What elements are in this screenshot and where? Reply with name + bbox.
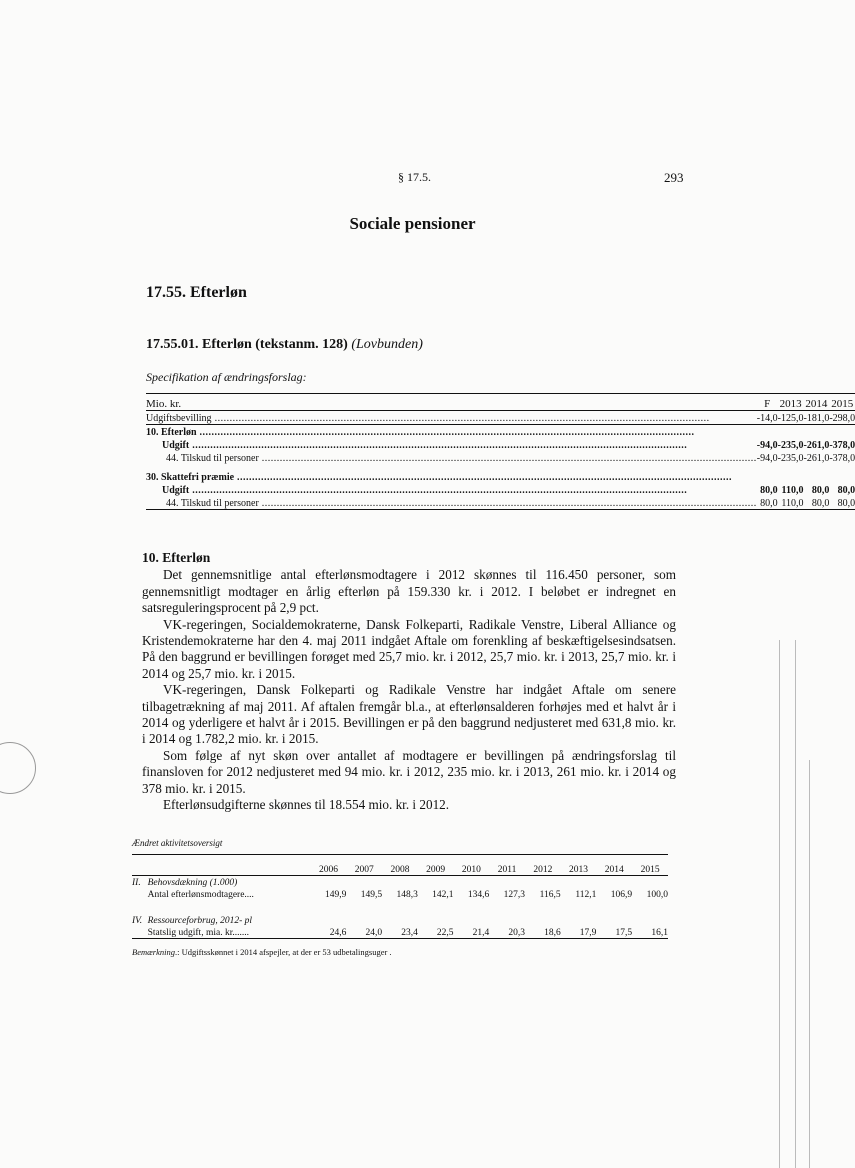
cell-value: 17,9 xyxy=(579,928,597,938)
unit-label: Mio. kr. xyxy=(146,394,757,411)
group-title-row xyxy=(132,914,668,926)
table-row xyxy=(132,888,668,900)
section-heading: 10. Efterløn xyxy=(142,550,211,565)
row-label: Antal efterlønsmodtagere.... xyxy=(147,890,254,900)
account-qualifier: (Lovbunden) xyxy=(351,337,423,352)
subsection-title: 17.55. Efterløn xyxy=(146,284,247,301)
column-header: 2014 xyxy=(803,394,829,411)
group-number: II. xyxy=(132,878,141,888)
table-row xyxy=(132,926,668,939)
cell-value: -235,0 xyxy=(777,453,804,464)
paragraph: Som følge af nyt skøn over antallet af modtagere er bevillingen på ændringsforslag til finansloven for 2012 nedjusteret med 94 mio. kr. i 2012, 235 mio. kr. i 2013, 261 mio. kr. i 2014 og 378 mio. kr. i 2015. xyxy=(142,747,676,796)
row-label: 44. Tilskud til personer xyxy=(166,498,259,509)
paragraph: VK-regeringen, Socialdemokraterne, Dansk Folkeparti, Radikale Venstre, Liberal Alliance og Kristendemokraterne har den 4. maj 2011 indgået Aftale om forenkling af beskæftigelsesindsatsen. På den baggrund er bevillingen forøget med 25,7 mio. kr. i 2012, 25,7 mio. kr. i 2013, 25,7 mio. kr. i 2014 og 25,7 mio. kr. i 2015. xyxy=(142,616,676,681)
scan-edge-line xyxy=(809,760,810,1168)
leader-dots xyxy=(197,427,695,438)
group-title-row xyxy=(132,876,668,889)
row-label: Udgiftsbevilling xyxy=(146,413,212,424)
note-label: Bemærkning xyxy=(132,947,175,957)
account-title xyxy=(146,337,423,353)
cell-value: 17,5 xyxy=(615,928,633,938)
cell-value: 24,6 xyxy=(329,928,347,938)
cell-value: 134,6 xyxy=(467,890,490,900)
cell-value: -125,0 xyxy=(778,411,804,425)
table-row xyxy=(146,470,855,483)
cell-value: 149,5 xyxy=(360,890,383,900)
year-header: 2014 xyxy=(596,855,632,876)
column-header: F xyxy=(757,394,778,411)
year-header: 2010 xyxy=(454,855,490,876)
row-label: Statslig udgift, mia. kr....... xyxy=(147,928,249,938)
cell-value: 22,5 xyxy=(436,928,454,938)
column-header: 2015 xyxy=(829,394,855,411)
cell-value: 127,3 xyxy=(503,890,525,900)
cell-value: 80,0 xyxy=(811,498,830,509)
year-header: 2015 xyxy=(632,855,668,876)
table-note xyxy=(132,947,392,957)
activity-header-row xyxy=(132,855,668,876)
group-title: Ressourceforbrug, 2012- pl xyxy=(147,916,253,926)
cell-value: -378,0 xyxy=(829,453,855,464)
cell-value: 112,1 xyxy=(575,890,597,900)
paragraph: Efterlønsudgifterne skønnes til 18.554 mio. kr. i 2012. xyxy=(163,797,450,813)
leader-dots xyxy=(212,413,710,424)
cell-value: -378,0 xyxy=(829,440,855,451)
row-label: Udgift xyxy=(162,440,190,451)
cell-value: 80,0 xyxy=(837,498,855,509)
cell-value: 20,3 xyxy=(508,928,525,938)
row-label: 30. Skattefri præmie xyxy=(146,472,235,483)
paragraph: Det gennemsnitlige antal efterlønsmodtagere i 2012 skønnes til 116.450 personer, som gennemsnitligt modtager en årlig efterløn på 159.330 kr. i 2012. I beløbet er indregnet en satsreguleringsprocent på 2,9 pct. xyxy=(142,567,676,616)
table-row xyxy=(146,496,855,510)
cell-value: 110,0 xyxy=(781,498,804,509)
punch-hole-mark xyxy=(0,742,36,794)
activity-caption: Ændret aktivitetsoversigt xyxy=(132,838,223,848)
scan-edge-line xyxy=(779,640,780,1168)
spec-table xyxy=(146,393,855,510)
activity-table xyxy=(132,854,668,939)
group-number: IV. xyxy=(132,916,143,926)
row-label: 44. Tilskud til personer xyxy=(166,453,259,464)
cell-value: -261,0 xyxy=(803,440,830,451)
note-text: .: Udgiftsskønnet i 2014 afspejler, at der er 53 udbetalingsuger . xyxy=(174,947,392,957)
spec-caption: Specifikation af ændringsforslag: xyxy=(146,370,307,384)
cell-value: 80,0 xyxy=(760,485,778,496)
section-10-text xyxy=(142,550,676,814)
table-row xyxy=(146,425,855,439)
leader-dots xyxy=(259,453,757,464)
page-number: 293 xyxy=(664,170,684,185)
cell-value: 80,0 xyxy=(837,485,855,496)
cell-value: 116,5 xyxy=(539,890,561,900)
spec-header-row xyxy=(146,394,855,411)
cell-value: 16,1 xyxy=(651,928,668,938)
cell-value: 149,9 xyxy=(325,890,347,900)
leader-dots xyxy=(189,485,687,496)
table-row xyxy=(146,438,855,451)
scan-edge-line xyxy=(795,640,796,1168)
year-header: 2011 xyxy=(489,855,525,876)
cell-value: 24,0 xyxy=(365,928,383,938)
year-header: 2009 xyxy=(418,855,454,876)
cell-value: -261,0 xyxy=(803,453,830,464)
year-header: 2012 xyxy=(525,855,561,876)
cell-value: 100,0 xyxy=(646,890,668,900)
cell-value: -181,0 xyxy=(803,411,829,425)
chapter-title: Sociale pensioner xyxy=(349,214,476,233)
group-title: Behovsdækning (1.000) xyxy=(147,878,238,888)
leader-dots xyxy=(189,440,687,451)
row-label: Udgift xyxy=(162,485,190,496)
cell-value: -235,0 xyxy=(777,440,804,451)
cell-value: 106,9 xyxy=(610,890,633,900)
leader-dots xyxy=(234,472,732,483)
cell-value: -94,0 xyxy=(756,453,778,464)
cell-value: 21,4 xyxy=(472,928,490,938)
cell-value: 18,6 xyxy=(544,928,561,938)
cell-value: 110,0 xyxy=(781,485,804,496)
cell-value: 80,0 xyxy=(811,485,830,496)
paragraph: VK-regeringen, Dansk Folkeparti og Radikale Venstre har indgået Aftale om senere tilbagetrækning af maj 2011. Af aftalen fremgår bl.a., at efterlønsalderen forhøjes med et halvt år i 2014 og yderligere et halvt år i 2015. Bevillingen er på den baggrund nedjusteret med 631,8 mio. kr. i 2014 og 1.782,2 mio. kr. i 2015. xyxy=(142,682,676,747)
cell-value: 80,0 xyxy=(760,498,778,509)
table-row xyxy=(146,451,855,464)
table-row xyxy=(146,483,855,496)
year-header: 2008 xyxy=(382,855,418,876)
year-header: 2006 xyxy=(311,855,347,876)
table-row xyxy=(146,411,855,425)
cell-value: -14,0 xyxy=(757,411,778,425)
cell-value: 23,4 xyxy=(401,928,418,938)
cell-value: -94,0 xyxy=(756,440,778,451)
cell-value: 148,3 xyxy=(396,890,418,900)
leader-dots xyxy=(259,498,757,509)
column-header: 2013 xyxy=(778,394,804,411)
cell-value: -298,0 xyxy=(829,411,855,425)
cell-value: 142,1 xyxy=(432,890,454,900)
year-header: 2007 xyxy=(346,855,382,876)
section-reference: § 17.5. xyxy=(398,170,431,184)
year-header: 2013 xyxy=(561,855,597,876)
row-label: 10. Efterløn xyxy=(146,427,197,438)
account-name: 17.55.01. Efterløn (tekstanm. 128) xyxy=(146,337,348,352)
